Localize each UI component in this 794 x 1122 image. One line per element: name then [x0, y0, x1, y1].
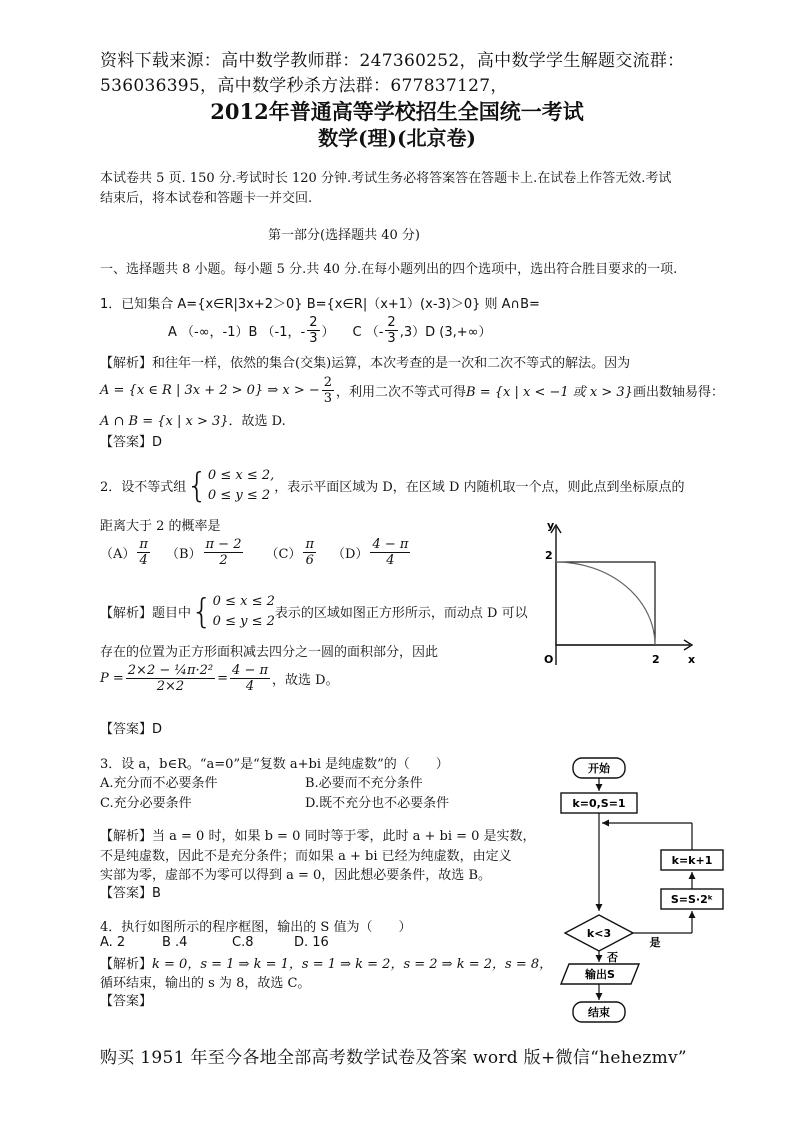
q2-option-c: [303, 538, 316, 567]
q2-stem: [100, 466, 685, 505]
q4-option-c: C.8: [232, 935, 254, 950]
q1-fraction-b: [307, 316, 319, 345]
q4-answer: 【答案】: [100, 994, 153, 1009]
q4-analysis-line-1: [100, 953, 552, 972]
intro-line-2: 结束后，将本试卷和答题卡一并交回.: [100, 191, 313, 206]
q3-stem: 3．设 a，b∈R。“a=0”是“复数 a+bi 是纯虚数”的（ ）: [100, 757, 449, 772]
q2-condition-stack: [208, 466, 274, 505]
frac-num: π − 2: [205, 537, 242, 552]
q3-analysis-line-1: [100, 825, 536, 844]
q2-option-d: [370, 538, 410, 567]
analysis-text: 和往年一样，依然的集合(交集)运算，本次考查的是一次和二次不等式的解法。因为: [152, 356, 631, 371]
frac-num: 4 − π: [232, 663, 269, 678]
q2-analysis-line-1: [100, 592, 528, 631]
formula-main-fraction: [126, 664, 215, 693]
q2-options: [100, 538, 412, 567]
formula-result-fraction: [230, 664, 270, 693]
formula-eq: =: [217, 671, 229, 686]
flow-start-label: 开始: [588, 762, 610, 775]
flow-decision-label: k<3: [586, 927, 612, 940]
brace-glyph: {: [186, 465, 208, 506]
q2-option-b: [204, 538, 244, 567]
option-label: （D）: [331, 547, 369, 562]
q3-answer: 【答案】B: [100, 886, 161, 901]
analysis-text: ，利用二次不等式可得: [336, 385, 467, 400]
frac-num: π: [305, 537, 314, 552]
frac-den: 3: [387, 331, 396, 346]
flow-end-label: 结束: [588, 1006, 610, 1019]
footer-ad: 购买 1951 年至今各地全部高考数学试卷及答案 word 版+微信“hehezmv”: [100, 1048, 687, 1068]
q1-option-c: C （-: [352, 325, 384, 340]
frac-num: 4 − π: [372, 537, 409, 552]
exam-title: 2012年普通高等学校招生全国统一考试: [210, 99, 584, 124]
q3-analysis-line-3: 实部为零，虚部不为零可以得到 a = 0，因此想必要条件，故选 B。: [100, 868, 491, 883]
analysis-text: 表示的区域如图正方形所示，而动点 D 可以: [274, 606, 528, 621]
q1-options: [168, 316, 491, 345]
analysis-label: 【解析】: [100, 606, 153, 621]
frac-num: π: [139, 537, 148, 552]
analysis-text: 画出数轴易得：: [632, 385, 724, 400]
frac-den: 6: [305, 553, 314, 568]
analysis-text: 题目中: [152, 606, 192, 621]
frac-num: 2: [323, 375, 333, 390]
frac-den: 4: [245, 679, 255, 694]
frac-den: 3: [323, 391, 333, 406]
q2-answer: 【答案】D: [100, 722, 163, 737]
condition-1: 0 ≤ x ≤ 2,: [207, 468, 275, 483]
condition-2: 0 ≤ y ≤ 2: [212, 613, 275, 629]
analysis-label: 【解析】: [100, 356, 153, 371]
x-tick-label: 2: [652, 653, 660, 666]
q2-stem-pre: 2．设不等式组: [100, 480, 187, 495]
analysis-text: ．故选 D.: [228, 414, 286, 429]
analysis-text: 当 a = 0 时，如果 b = 0 同时等于零，此时 a + bi = 0 是实数，: [152, 829, 536, 844]
frac-den: 4: [139, 553, 148, 568]
math-expr: B = {x | x < −1 或 x > 3}: [466, 385, 633, 400]
q3-option-a: A.充分而不必要条件: [100, 776, 218, 791]
part1-heading: 第一部分(选择题共 40 分): [268, 228, 420, 243]
q2-stem-line-2: 距离大于 2 的概率是: [100, 519, 221, 534]
frac-den: 4: [386, 553, 395, 568]
math-expr: A ∩ B = {x | x > 3}: [100, 414, 229, 429]
frac-den: 2: [219, 553, 228, 568]
frac-num: 2: [309, 315, 318, 330]
intro-line-1: 本试卷共 5 页. 150 分.考试时长 120 分钟.考试生务必将答案答在答题卡上.在试卷上作答无效.考试: [100, 171, 672, 186]
q4-option-b: B .4: [162, 935, 188, 950]
condition-1: 0 ≤ x ≤ 2: [212, 594, 275, 609]
q3-option-d: D.既不充分也不必要条件: [305, 796, 450, 811]
q4-analysis-line-2: 循环结束，输出的 s 为 8，故选 C。: [100, 976, 311, 991]
q4-option-a: A. 2: [100, 935, 126, 950]
flow-update-s-label: S=S·2ᵏ: [670, 893, 714, 906]
q2-stem-post: ，表示平面区域为 D，在区域 D 内随机取一个点，则此点到坐标原点的: [274, 480, 685, 495]
q2-analysis-condition-stack: [213, 592, 275, 631]
y-tick-label: 2: [545, 549, 553, 562]
q3-analysis-line-2: 不是纯虚数，因此不是充分条件；而如果 a + bi 已经为纯虚数，由定义: [100, 849, 512, 864]
q4-option-d: D. 16: [294, 935, 329, 950]
q1-stem: 1．已知集合 A={x∈R|3x+2＞0} B={x∈R|（x+1）(x-3)＞0} 则 A∩B=: [100, 297, 540, 312]
q4-stem: 4．执行如图所示的程序框图，输出的 S 值为（ ）: [100, 920, 412, 935]
q2-option-a: [137, 538, 150, 567]
flow-no-label: 否: [607, 951, 618, 964]
x-axis-label: x: [688, 653, 696, 666]
q1-option-ab: A （-∞，-1）B （-1，-: [168, 325, 306, 340]
analysis-label: 【解析】: [100, 829, 153, 844]
q1-option-cd: ,3）D (3,+∞）: [399, 325, 492, 340]
exam-subtitle: 数学(理)(北京卷): [318, 126, 476, 150]
frac-num: 2: [387, 315, 396, 330]
condition-2: 0 ≤ y ≤ 2: [207, 487, 271, 503]
q3-option-b: B.必要而不充分条件: [305, 776, 423, 791]
option-label: （C）: [265, 547, 302, 562]
option-label: （A）: [100, 547, 136, 562]
analysis-label: 【解析】: [100, 957, 153, 972]
option-label: （B）: [165, 547, 202, 562]
origin-label: O: [544, 653, 554, 666]
y-axis-label: y: [547, 519, 555, 532]
q2-analysis-line-2: 存在的位置为正方形面积减去四分之一圆的面积部分，因此: [100, 645, 439, 660]
quarter-circle-arc: [556, 562, 655, 645]
source-line-2: 536036395，高中数学秒杀方法群：677837127，: [100, 76, 508, 96]
q3-option-c: C.充分必要条件: [100, 796, 192, 811]
q1-analysis-line-2: [100, 376, 724, 405]
q1-fraction-c: [385, 316, 397, 345]
q1-option-b-end: ）: [321, 325, 335, 340]
flow-output-label: 输出S: [585, 968, 615, 981]
brace-glyph: {: [191, 591, 213, 632]
frac-den: 3: [309, 331, 318, 346]
formula-tail: ，故选 D。: [272, 673, 339, 688]
analysis-text: k = 0，s = 1 ⇒ k = 1，s = 1 ⇒ k = 2，s = 2 ⇒ k = 2，s = 8，: [152, 957, 553, 972]
program-flowchart: [555, 755, 755, 1030]
formula-lhs: P =: [100, 671, 124, 686]
q1-answer: 【答案】D: [100, 435, 163, 450]
flow-yes-label: 是: [649, 936, 661, 949]
square-region: [556, 562, 655, 645]
q1-analysis-line-1: [100, 352, 630, 371]
flow-init-label: k=0,S=1: [572, 797, 626, 810]
part1-instruction: 一、选择题共 8 小题。每小题 5 分.共 40 分.在每小题列出的四个选项中，选出符合胜目要求的一项.: [100, 262, 678, 277]
q1-analysis-fraction: [322, 376, 334, 405]
math-expr: A = {x ∈ R | 3x + 2 > 0} ⇒ x > −: [100, 383, 320, 398]
frac-num: 2×2 − ¼π·2²: [127, 663, 214, 678]
flow-update-k-label: k=k+1: [671, 854, 713, 867]
source-line-1: 资料下载来源：高中数学教师群：247360252，高中数学学生解题交流群：: [100, 51, 685, 71]
q2-probability-formula: [100, 664, 339, 693]
q1-analysis-line-3: [100, 410, 286, 429]
frac-den: 2×2: [156, 679, 185, 694]
q2-region-figure: [530, 515, 705, 675]
